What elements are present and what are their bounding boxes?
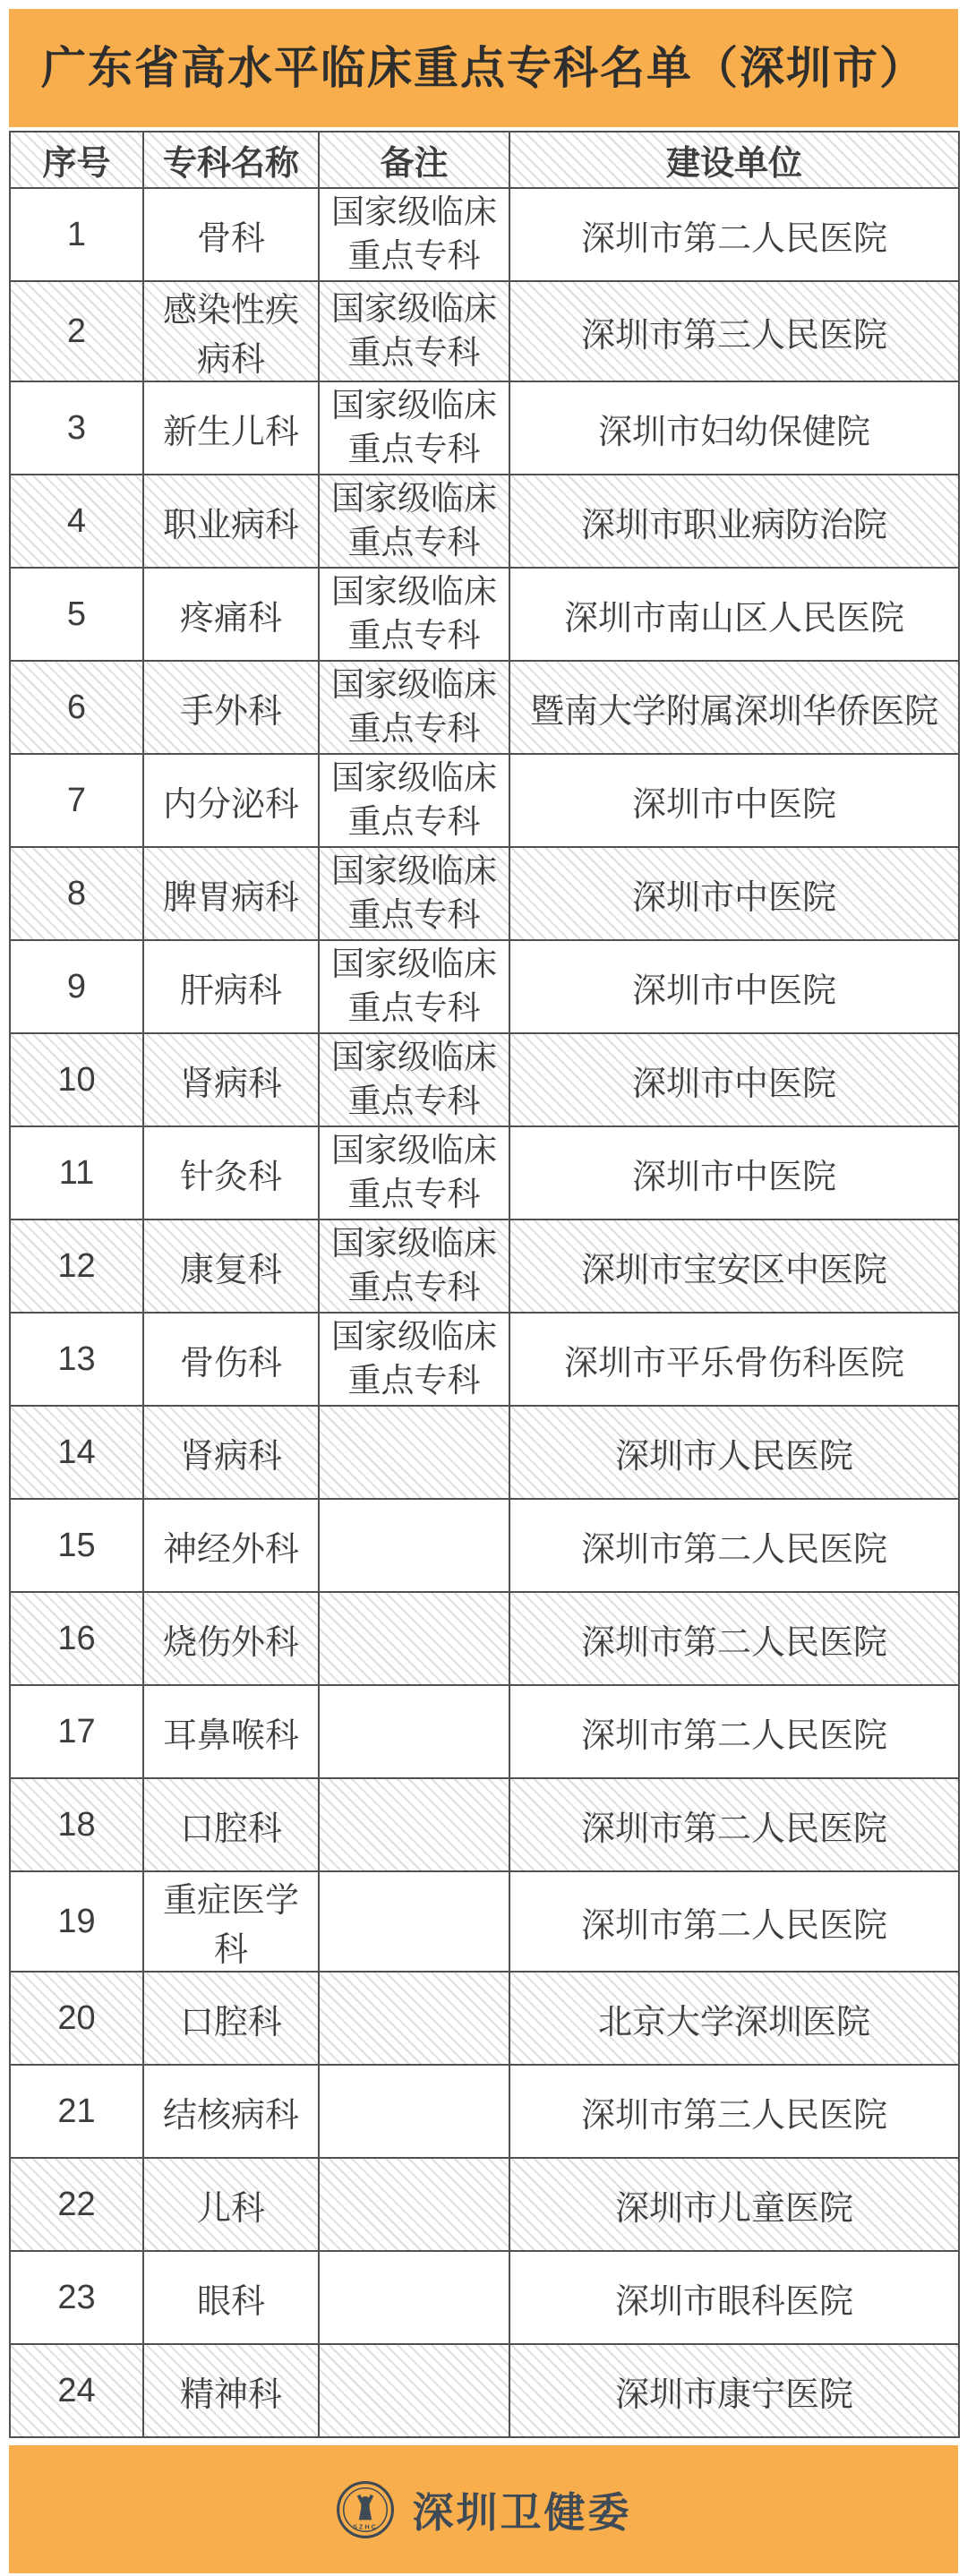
- cell-serial-number: 14: [10, 1406, 143, 1499]
- cell-unit: 深圳市中医院: [509, 940, 959, 1033]
- cell-unit: 深圳市第二人民医院: [509, 188, 959, 281]
- cell-specialty: 肝病科: [143, 940, 319, 1033]
- cell-note: [319, 2251, 509, 2344]
- cell-note: 国家级临床重点专科: [319, 1220, 509, 1313]
- health-commission-logo-icon: [336, 2480, 395, 2539]
- table-row: [10, 475, 959, 568]
- table-row: [10, 2065, 959, 2158]
- cell-serial-number: 9: [10, 940, 143, 1033]
- cell-serial-number: 8: [10, 847, 143, 940]
- cell-note: 国家级临床重点专科: [319, 568, 509, 661]
- cell-note: [319, 1592, 509, 1685]
- cell-note: [319, 2065, 509, 2158]
- cell-specialty: 脾胃病科: [143, 847, 319, 940]
- table-row: [10, 2344, 959, 2437]
- table-row: [10, 661, 959, 754]
- cell-unit: 深圳市儿童医院: [509, 2158, 959, 2251]
- cell-note: 国家级临床重点专科: [319, 1126, 509, 1220]
- table-body: [10, 188, 959, 2437]
- cell-specialty: 口腔科: [143, 1778, 319, 1871]
- cell-note: [319, 1499, 509, 1592]
- cell-specialty: 职业病科: [143, 475, 319, 568]
- cell-note: 国家级临床重点专科: [319, 475, 509, 568]
- cell-unit: 深圳市康宁医院: [509, 2344, 959, 2437]
- cell-note: 国家级临床重点专科: [319, 940, 509, 1033]
- cell-serial-number: 24: [10, 2344, 143, 2437]
- header-cell-note: 备注: [319, 132, 509, 188]
- cell-unit: 北京大学深圳医院: [509, 1972, 959, 2065]
- table-row: [10, 1126, 959, 1220]
- cell-specialty: 感染性疾病科: [143, 281, 319, 381]
- cell-specialty: 儿科: [143, 2158, 319, 2251]
- cell-serial-number: 13: [10, 1313, 143, 1406]
- cell-specialty: 针灸科: [143, 1126, 319, 1220]
- cell-specialty: 耳鼻喉科: [143, 1685, 319, 1778]
- table-row: [10, 1220, 959, 1313]
- table-row: [10, 188, 959, 281]
- cell-unit: 深圳市中医院: [509, 1033, 959, 1126]
- cell-serial-number: 6: [10, 661, 143, 754]
- cell-unit: 深圳市中医院: [509, 847, 959, 940]
- page-title: 广东省高水平临床重点专科名单（深圳市）: [41, 43, 926, 93]
- cell-note: [319, 2344, 509, 2437]
- cell-unit: 深圳市人民医院: [509, 1406, 959, 1499]
- table-row: [10, 940, 959, 1033]
- cell-unit: 暨南大学附属深圳华侨医院: [509, 661, 959, 754]
- cell-serial-number: 10: [10, 1033, 143, 1126]
- table-row: [10, 1871, 959, 1972]
- cell-unit: 深圳市中医院: [509, 754, 959, 847]
- cell-unit: 深圳市妇幼保健院: [509, 381, 959, 475]
- header-cell-unit: 建设单位: [509, 132, 959, 188]
- table-row: [10, 1685, 959, 1778]
- cell-specialty: 眼科: [143, 2251, 319, 2344]
- cell-unit: 深圳市第三人民医院: [509, 281, 959, 381]
- cell-serial-number: 19: [10, 1871, 143, 1972]
- cell-note: [319, 1871, 509, 1972]
- table-row: [10, 2251, 959, 2344]
- cell-unit: 深圳市第三人民医院: [509, 2065, 959, 2158]
- cell-note: 国家级临床重点专科: [319, 281, 509, 381]
- table-row: [10, 1033, 959, 1126]
- header-cell-no: 序号: [10, 132, 143, 188]
- cell-unit: 深圳市平乐骨伤科医院: [509, 1313, 959, 1406]
- cell-specialty: 肾病科: [143, 1033, 319, 1126]
- cell-unit: 深圳市第二人民医院: [509, 1592, 959, 1685]
- table-row: [10, 847, 959, 940]
- table-row: [10, 568, 959, 661]
- cell-serial-number: 11: [10, 1126, 143, 1220]
- svg-text:SZHC: SZHC: [352, 2522, 378, 2531]
- cell-serial-number: 7: [10, 754, 143, 847]
- table-row: [10, 381, 959, 475]
- cell-serial-number: 17: [10, 1685, 143, 1778]
- cell-note: 国家级临床重点专科: [319, 754, 509, 847]
- table-row: [10, 754, 959, 847]
- cell-serial-number: 15: [10, 1499, 143, 1592]
- cell-specialty: 内分泌科: [143, 754, 319, 847]
- cell-unit: 深圳市第二人民医院: [509, 1499, 959, 1592]
- cell-unit: 深圳市宝安区中医院: [509, 1220, 959, 1313]
- cell-unit: 深圳市第二人民医院: [509, 1778, 959, 1871]
- cell-specialty: 新生儿科: [143, 381, 319, 475]
- cell-unit: 深圳市第二人民医院: [509, 1685, 959, 1778]
- table-row: [10, 1778, 959, 1871]
- cell-specialty: 口腔科: [143, 1972, 319, 2065]
- table-row: [10, 1499, 959, 1592]
- title-bar: [9, 9, 958, 127]
- specialty-table: [9, 131, 960, 2438]
- cell-serial-number: 21: [10, 2065, 143, 2158]
- cell-serial-number: 20: [10, 1972, 143, 2065]
- cell-specialty: 康复科: [143, 1220, 319, 1313]
- cell-specialty: 神经外科: [143, 1499, 319, 1592]
- cell-serial-number: 5: [10, 568, 143, 661]
- cell-specialty: 骨伤科: [143, 1313, 319, 1406]
- cell-note: 国家级临床重点专科: [319, 188, 509, 281]
- table-row: [10, 2158, 959, 2251]
- table-row: [10, 1972, 959, 2065]
- table-row: [10, 281, 959, 381]
- footer: [9, 2445, 958, 2573]
- cell-note: 国家级临床重点专科: [319, 661, 509, 754]
- table-row: [10, 1592, 959, 1685]
- cell-specialty: 烧伤外科: [143, 1592, 319, 1685]
- cell-specialty: 精神科: [143, 2344, 319, 2437]
- cell-serial-number: 23: [10, 2251, 143, 2344]
- cell-serial-number: 16: [10, 1592, 143, 1685]
- cell-serial-number: 18: [10, 1778, 143, 1871]
- cell-note: [319, 1972, 509, 2065]
- cell-note: [319, 1685, 509, 1778]
- cell-unit: 深圳市眼科医院: [509, 2251, 959, 2344]
- cell-serial-number: 3: [10, 381, 143, 475]
- cell-note: 国家级临床重点专科: [319, 847, 509, 940]
- cell-note: 国家级临床重点专科: [319, 381, 509, 475]
- footer-label: 深圳卫健委: [412, 2488, 632, 2536]
- cell-note: [319, 1406, 509, 1499]
- cell-serial-number: 1: [10, 188, 143, 281]
- cell-specialty: 重症医学科: [143, 1871, 319, 1972]
- cell-specialty: 手外科: [143, 661, 319, 754]
- cell-unit: 深圳市南山区人民医院: [509, 568, 959, 661]
- cell-specialty: 肾病科: [143, 1406, 319, 1499]
- cell-unit: 深圳市职业病防治院: [509, 475, 959, 568]
- cell-note: [319, 2158, 509, 2251]
- table-header-row: [10, 132, 959, 188]
- cell-specialty: 骨科: [143, 188, 319, 281]
- cell-specialty: 结核病科: [143, 2065, 319, 2158]
- cell-note: [319, 1778, 509, 1871]
- cell-note: 国家级临床重点专科: [319, 1033, 509, 1126]
- cell-unit: 深圳市第二人民医院: [509, 1871, 959, 1972]
- cell-serial-number: 22: [10, 2158, 143, 2251]
- table-row: [10, 1406, 959, 1499]
- cell-serial-number: 2: [10, 281, 143, 381]
- cell-serial-number: 12: [10, 1220, 143, 1313]
- cell-serial-number: 4: [10, 475, 143, 568]
- cell-unit: 深圳市中医院: [509, 1126, 959, 1220]
- header-cell-specialty: 专科名称: [143, 132, 319, 188]
- cell-specialty: 疼痛科: [143, 568, 319, 661]
- cell-note: 国家级临床重点专科: [319, 1313, 509, 1406]
- table-row: [10, 1313, 959, 1406]
